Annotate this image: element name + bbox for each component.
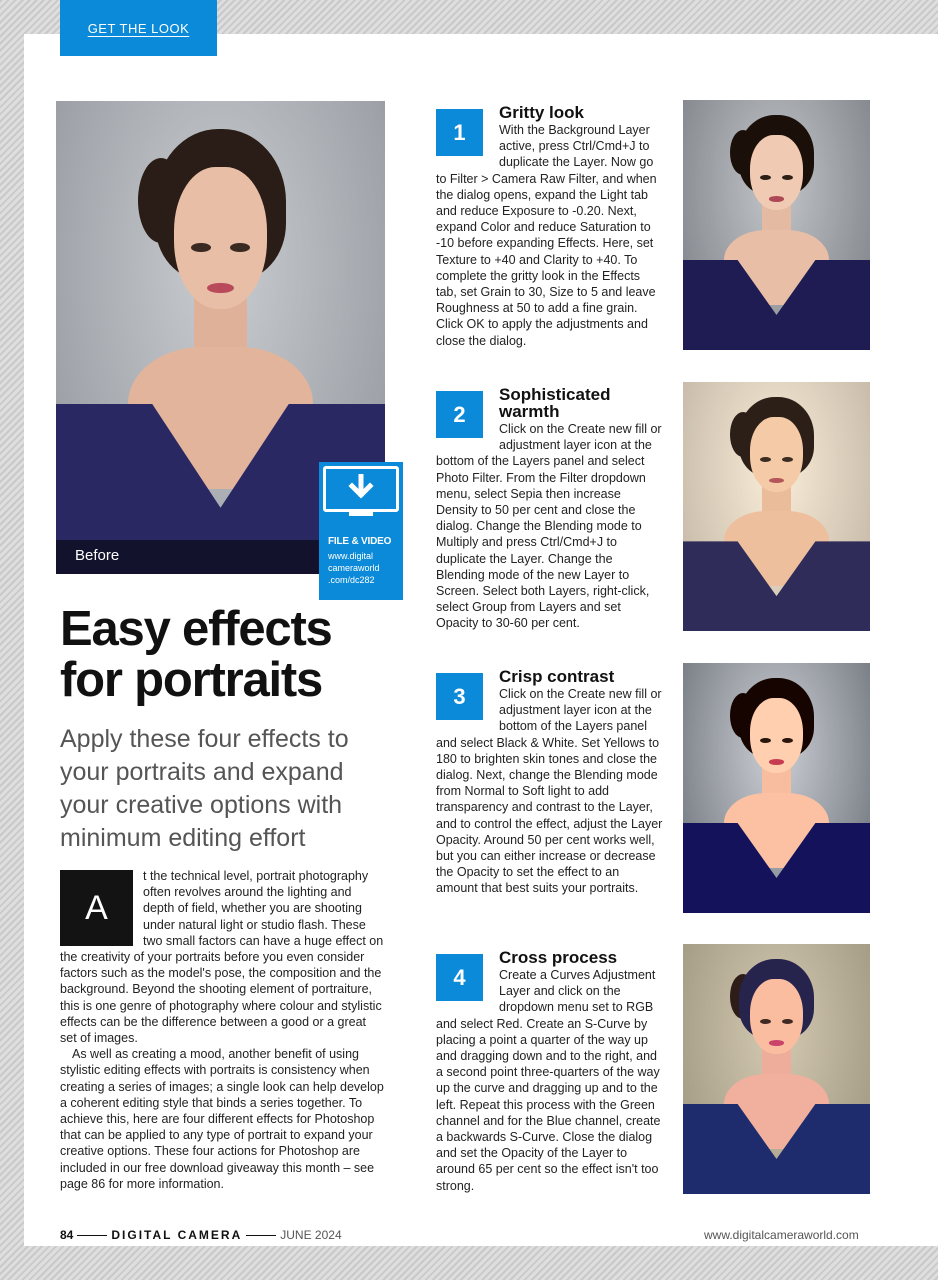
magazine-name: DIGITAL CAMERA (111, 1228, 243, 1242)
badge-title: FILE & VIDEO (328, 536, 392, 547)
step-4-photo (683, 944, 870, 1194)
step-title: Cross process (499, 948, 618, 967)
step-title: Gritty look (499, 103, 585, 122)
portrait-warmth (683, 382, 870, 631)
headline-line: Easy effects (60, 602, 332, 656)
step-text: With the Background Layer active, press Ctrl/Cmd+J to duplicate the Layer. Now go to Filter > Camera Raw Filter, and when the dialog opens, expand the Light tab and reduce Exposure to -0.20. Next, expand Color and reduce Saturation to -10 before expanding Effects. Here, set Texture to +40 and Clarity to +40. To complete the gritty look in the Effects tab, set Grain to 30, Size to 5 and leave Roughness at 50 to add a fine grain. Click OK to apply the adjustments and close the dialog. (436, 123, 657, 348)
step-2 (436, 386, 664, 632)
step-number-badge: 3 (436, 673, 483, 720)
badge-url-line: www.digital (328, 551, 374, 561)
step-2-photo (683, 382, 870, 631)
step-text: Click on the Create new fill or adjustment layer icon at the bottom of the Layers panel and select Black & White. Set Yellows to 180 to brighten skin tones and close the dialog. Next, change the Blending mode from Normal to Soft light to add transparency and contrast to the Layer, and to control the effect, adjust the Layer Opacity. Around 50 per cent works well, but you can either increase or decrease the Opacity to set the effect to an amount that best suits your portraits. (436, 687, 663, 896)
step-number-badge: 1 (436, 109, 483, 156)
step-text: Create a Curves Adjustment Layer and click on the dropdown menu set to RGB and select Red. Create an S-Curve by placing a point a quarter of the way up and dragging down and to the right, and a second point three-quarters of the way up the curve and dragging up and to the left. Repeat this process with the Green channel and for the Blue channel, create a backwards S-Curve. Close the dialog and set the Opacity of the Layer to around 65 per cent so the effect isn't too strong. (436, 968, 661, 1193)
page-number: 84 (60, 1228, 74, 1242)
headline (60, 604, 400, 706)
intro-paragraph-text: t the technical level, portrait photography often revolves around the lighting and depth of field, whether you are shooting under natural light or studio flash. These two small factors can have a huge effect on the creativity of your portraits before you even consider factors such as the model's pose, the composition and the background. Beyond the shooting element of portraiture, this is one genre of photography where colour and stylistic effects can be the difference between a good or a great set of images. (60, 869, 384, 1046)
portrait-gritty (683, 100, 870, 350)
step-text: Click on the Create new fill or adjustment layer icon at the bottom of the Layers panel and select Photo Filter. From the Filter dropdown menu, select Sepia then increase Density to 50 per cent and close the dialog. Change the Blending mode to Multiply and press Ctrl/Cmd+J to duplicate the Layer. Change the Blending mode of the new Layer to Screen. Select both Layers, right-click, select Group from Layers and set Opacity to 30-60 per cent. (436, 422, 662, 631)
intro-paragraph: As well as creating a mood, another benefit of using stylistic editing effects with portraits is consistency when creating a series of images; a single look can help develop a coherent editing style that binds a series together. To achieve this, here are four different effects for Photoshop that can be applied to any type of portrait to expand your creative options. These four actions for Photoshop are included in our free download giveaway this month – see page 86 for more information. (60, 1047, 384, 1191)
issue-date: JUNE 2024 (280, 1228, 342, 1242)
step-3-photo (683, 663, 870, 913)
step-number-badge: 4 (436, 954, 483, 1001)
badge-url[interactable] (328, 550, 400, 586)
step-1-photo (683, 100, 870, 350)
intro-paragraph (60, 868, 386, 1046)
portrait-cross-process (683, 944, 870, 1194)
folio-rule (77, 1235, 107, 1236)
badge-url-line: cameraworld (328, 563, 380, 573)
folio-rule (246, 1235, 276, 1236)
file-video-badge[interactable] (319, 462, 403, 600)
standfirst: Apply these four effects to your portraits and expand your creative options with minimum editing effort (60, 725, 349, 852)
badge-url-line: .com/dc282 (328, 575, 375, 585)
drop-cap: A (60, 870, 133, 946)
monitor-icon (323, 466, 399, 512)
site-url[interactable]: www.digitalcameraworld.com (704, 1228, 859, 1242)
section-tab (60, 0, 217, 56)
monitor-stand (349, 512, 373, 516)
intro-body (60, 868, 386, 1192)
portrait-contrast (683, 663, 870, 913)
step-title: Sophisticated warmth (499, 385, 611, 421)
download-arrow-icon (345, 474, 377, 504)
step-number-badge: 2 (436, 391, 483, 438)
step-1 (436, 104, 664, 349)
folio (60, 1228, 342, 1242)
headline-line: for portraits (60, 653, 323, 707)
section-tab-label: GET THE LOOK (87, 21, 190, 36)
step-3 (436, 668, 664, 897)
before-label: Before (56, 540, 385, 574)
step-title: Crisp contrast (499, 667, 615, 686)
step-4 (436, 949, 664, 1194)
